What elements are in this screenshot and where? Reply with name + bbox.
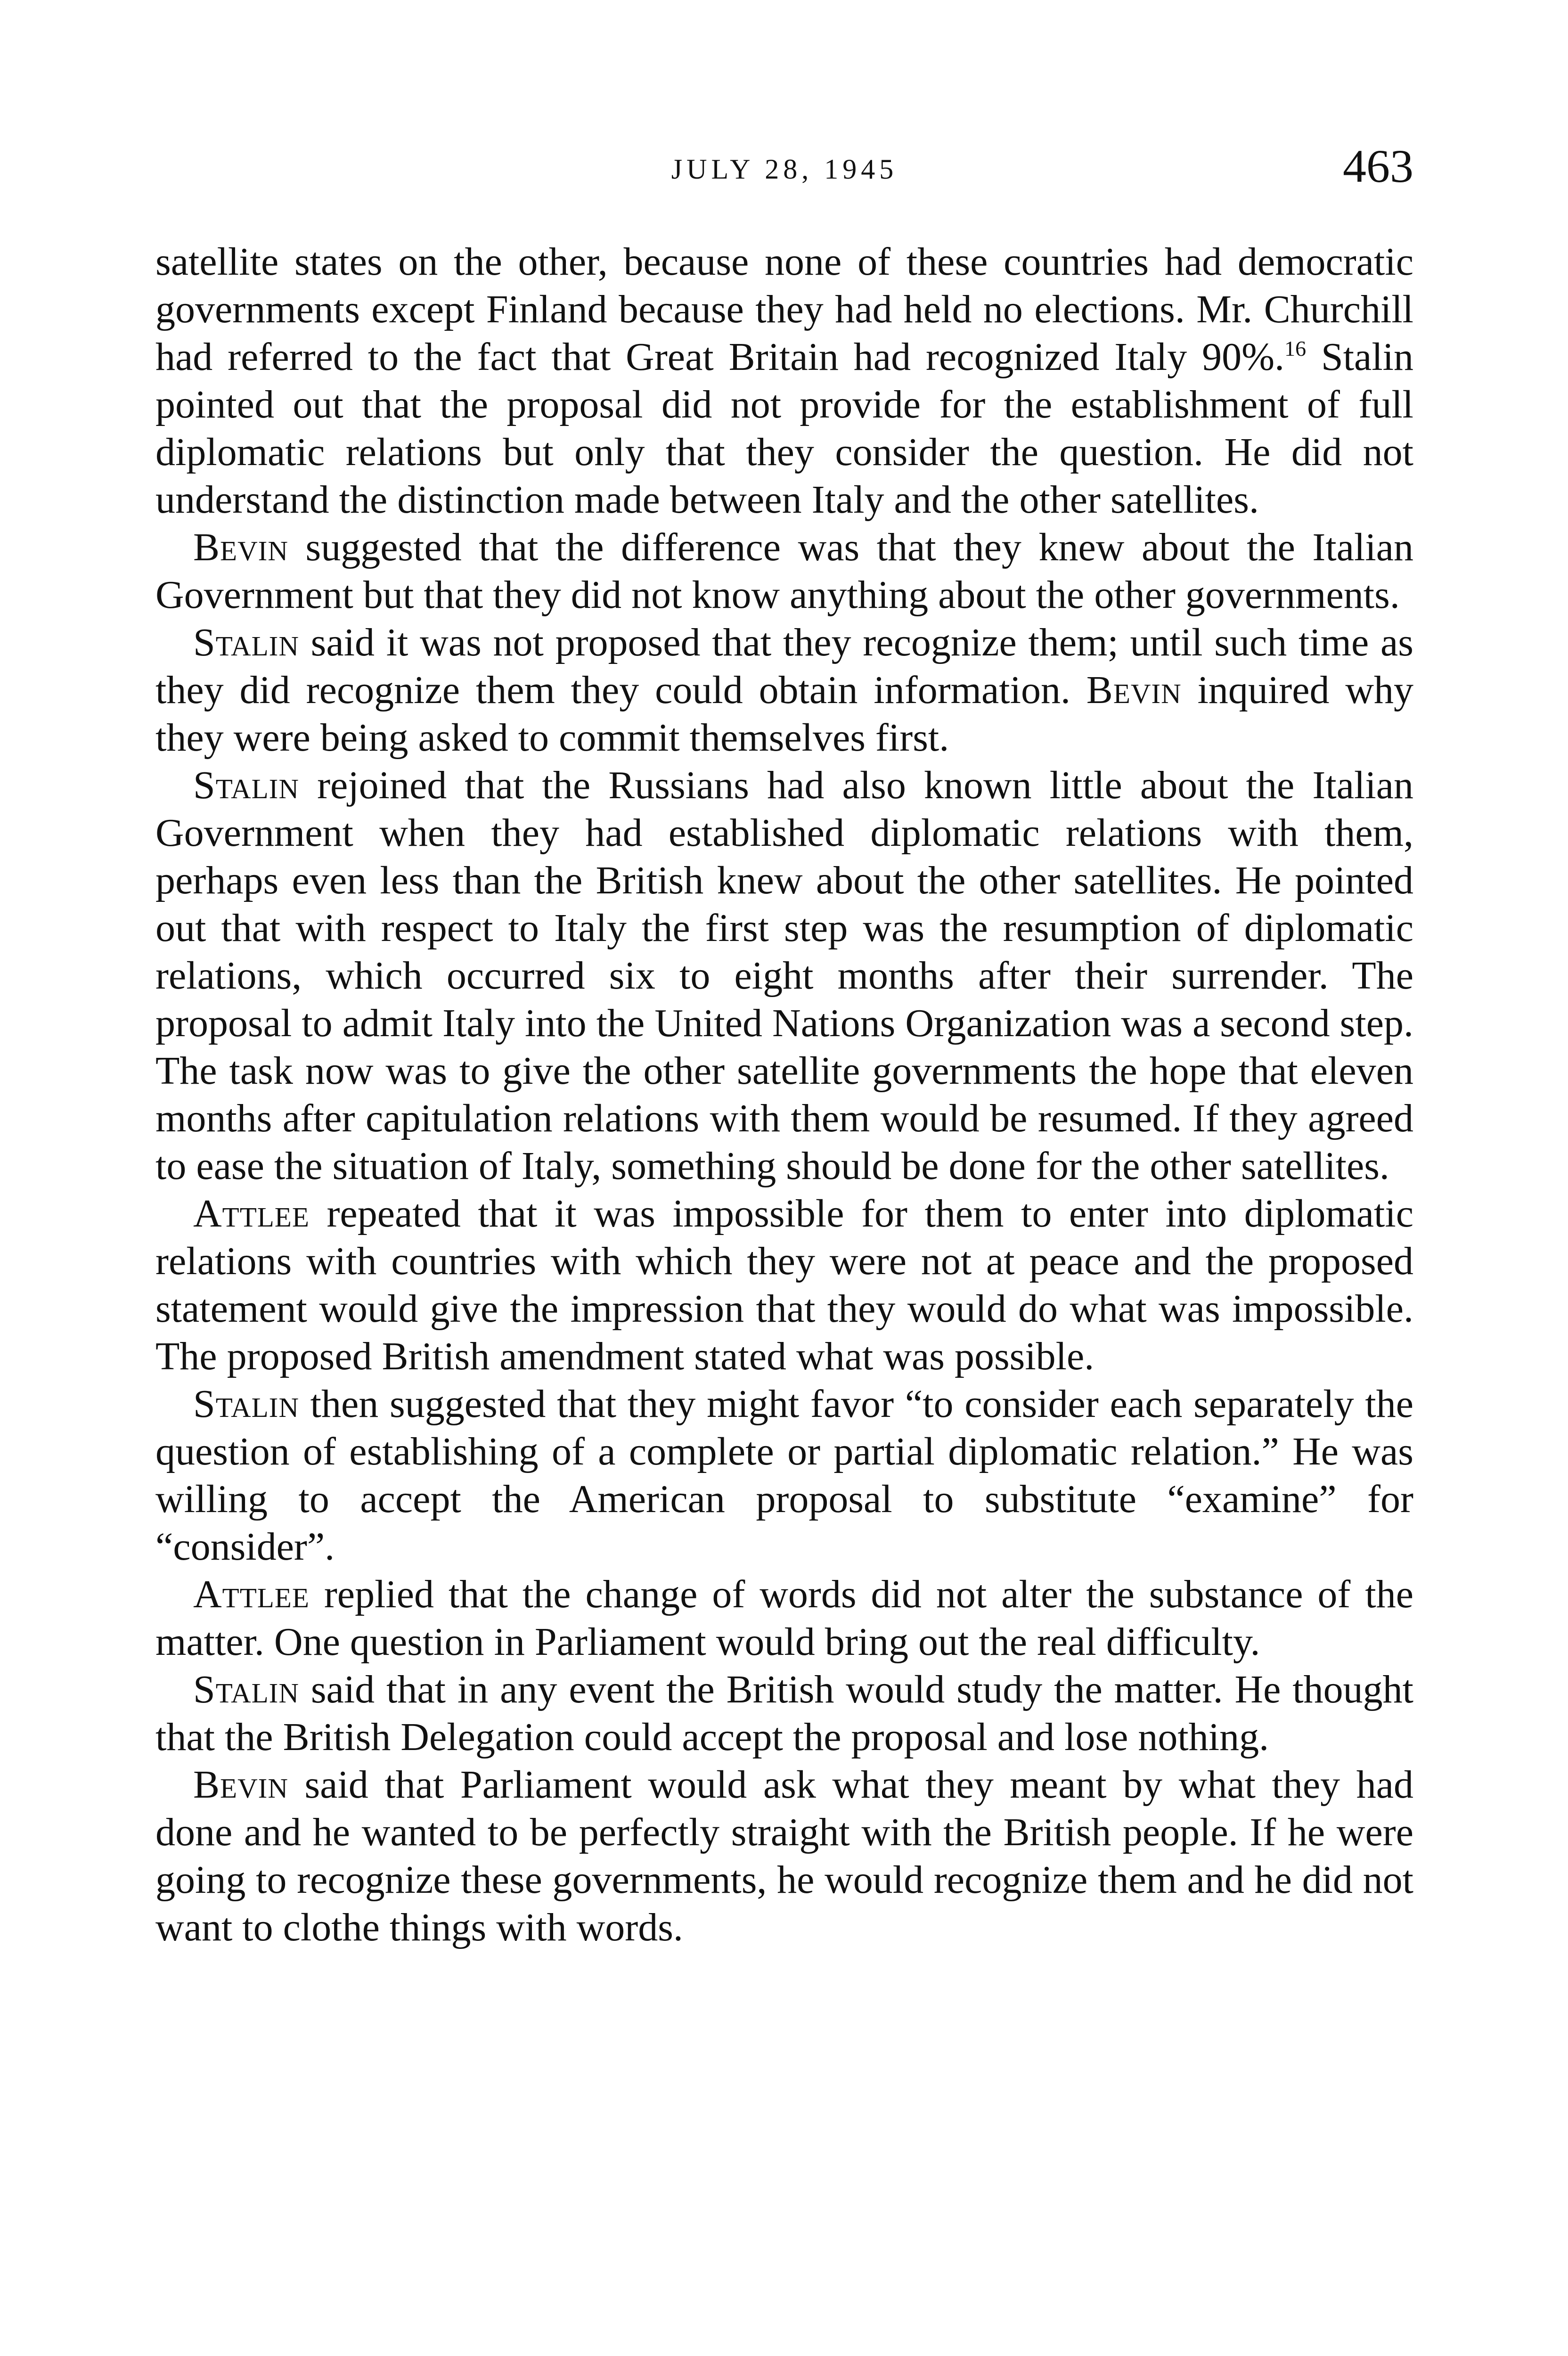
speaker-name: Bevin xyxy=(193,1763,288,1807)
footnote-reference: 16 xyxy=(1284,336,1307,360)
paragraph-5 xyxy=(155,1190,1413,1380)
paragraph-3-text-a: said it was not proposed that they recognize them; until such time as they did recognize them they could obtain information. xyxy=(155,621,1413,712)
paragraph-1-text-a: satellite states on the other, because none of these countries had democratic governments except Finland because they had held no elections. Mr. Churchill had referred to the fact that Great Britain had recognized Italy 90%. xyxy=(155,240,1413,379)
paragraph-6 xyxy=(155,1380,1413,1571)
paragraph-3 xyxy=(155,619,1413,761)
paragraph-8-text: said that in any event the British would study the matter. He thought that the British Delegation could accept the proposal and lose nothing. xyxy=(155,1668,1413,1759)
speaker-name: Bevin xyxy=(193,525,288,569)
speaker-name: Stalin xyxy=(193,1668,299,1711)
speaker-name: Stalin xyxy=(193,621,299,664)
paragraph-8 xyxy=(155,1666,1413,1761)
running-head: JULY 28, 1945 xyxy=(671,154,898,185)
paragraph-1 xyxy=(155,238,1413,524)
paragraph-7-text: replied that the change of words did not alter the substance of the matter. One question in Parliament would bring out the real difficulty. xyxy=(155,1572,1413,1664)
paragraph-1-text-b: Stalin pointed out that the proposal did not provide for the establishment of full diplomatic relations but only that they consider the question. He did not understand the distinction made between Italy and the other satellites. xyxy=(155,335,1413,522)
paragraph-4-text: rejoined that the Russians had also known little about the Italian Government when they had established diplomatic relations with them, perhaps even less than the British knew about the other satellites. He pointed out that with respect to Italy the first step was the resumption of diplomatic relations, which occurred six to eight months after their surrender. The proposal to admit Italy into the United Nations Organization was a second step. The task now was to give the other satellite governments the hope that eleven months after capitulation relations with them would be resumed. If they agreed to ease the situation of Italy, something should be done for the other satellites. xyxy=(155,763,1413,1188)
page-header xyxy=(155,139,1413,196)
paragraph-9 xyxy=(155,1761,1413,1951)
paragraph-2 xyxy=(155,524,1413,619)
speaker-name-2: Bevin xyxy=(1086,668,1182,712)
speaker-name: Attlee xyxy=(193,1192,310,1235)
speaker-name: Stalin xyxy=(193,1382,299,1426)
speaker-name: Attlee xyxy=(193,1572,310,1616)
paragraph-9-text: said that Parliament would ask what they meant by what they had done and he wanted to be perfectly straight with the British people. If he were going to recognize these governments, he would recognize them and he did not want to clothe things with words. xyxy=(155,1763,1413,1949)
paragraph-6-text: then suggested that they might favor “to consider each separately the question of establishing of a complete or partial diplomatic relation.” He was willing to accept the American proposal to substitute “examine” for “consider”. xyxy=(155,1382,1413,1569)
paragraph-7 xyxy=(155,1571,1413,1666)
paragraph-4 xyxy=(155,761,1413,1190)
speaker-name: Stalin xyxy=(193,763,299,807)
body-text xyxy=(155,238,1413,1951)
paragraph-5-text: repeated that it was impossible for them to enter into diplomatic relations with countries with which they were not at peace and the proposed statement would give the impression that they would do what was impossible. The proposed British amendment stated what was possible. xyxy=(155,1192,1413,1378)
paragraph-3-text-b: inquired why they were being asked to commit themselves first. xyxy=(155,668,1413,760)
page-number: 463 xyxy=(1343,140,1413,192)
paragraph-2-text: suggested that the difference was that they knew about the Italian Government but that they did not know anything about the other governments. xyxy=(155,525,1413,617)
